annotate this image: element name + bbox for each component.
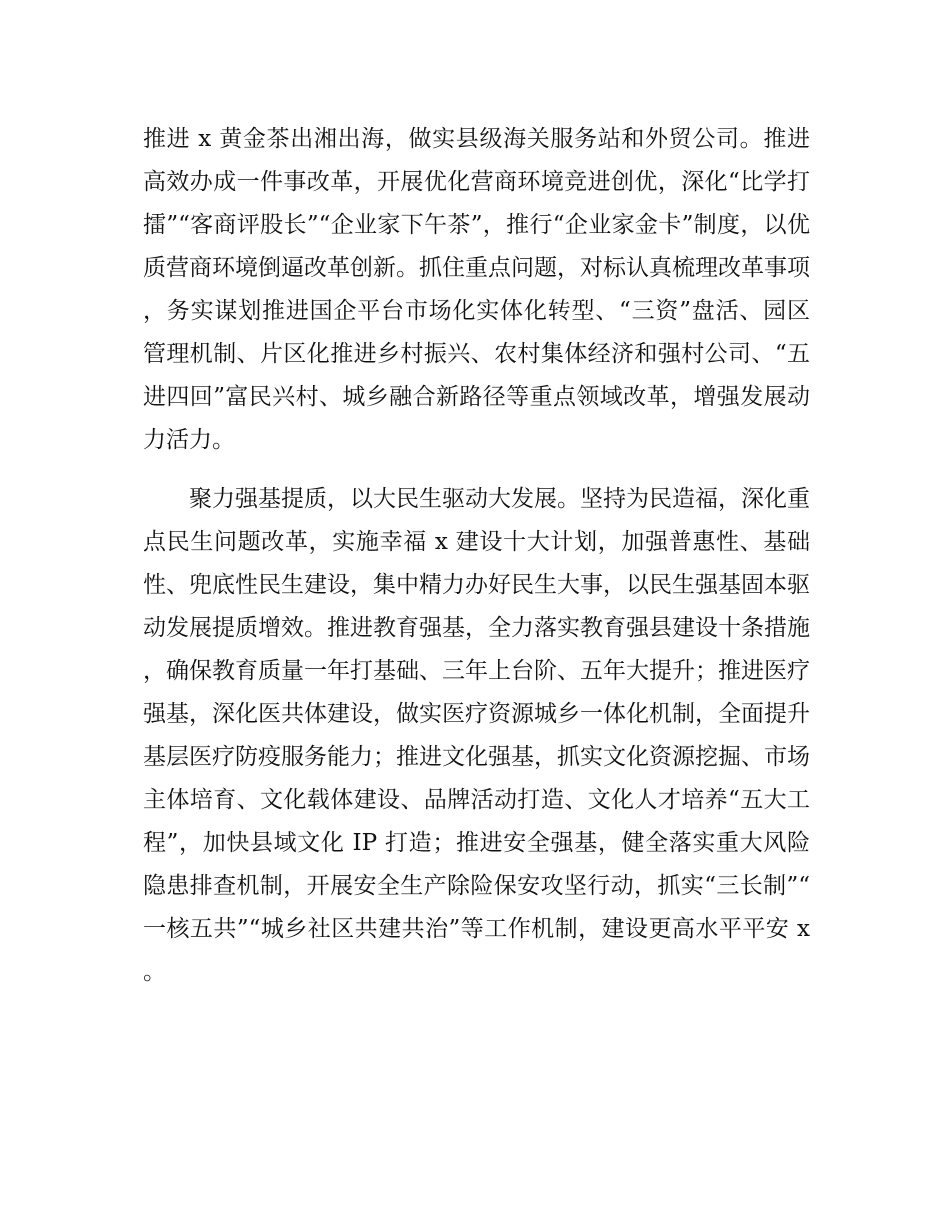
paragraph-gap	[143, 462, 810, 478]
paragraph-2: 聚力强基提质，以大民生驱动大发展。坚持为民造福，深化重点民生问题改革，实施幸福 x 建设十大计划，加强普惠性、基础性、兜底性民生建设，集中精力办好民生大事，以民生强基固本驱动发展提质增效。推进教育强基，全力落实教育强县建设十条措施，确保教育质量一年打基础、三年上台阶、五年大提升；推进医疗强基，深化医共体建设，做实医疗资源城乡一体化机制，全面提升基层医疗防疫服务能力；推进文化强基，抓实文化资源挖掘、市场主体培育、文化载体建设、品牌活动打造、文化人才培养“五大工程”，加快县域文化 IP 打造；推进安全强基，健全落实重大风险隐患排查机制，开展安全生产除险保安攻坚行动，抓实“三长制”“一核五共”“城乡社区共建共治”等工作机制，建设更高水平平安 x。	[143, 486, 810, 985]
document-body	[143, 118, 810, 994]
paragraph-1: 推进 x 黄金茶出湘出海，做实县级海关服务站和外贸公司。推进高效办成一件事改革，开展优化营商环境竞进创优，深化“比学打擂”“客商评股长”“企业家下午茶”，推行“企业家金卡”制度，以优质营商环境倒逼改革创新。抓住重点问题，对标认真梳理改革事项，务实谋划推进国企平台市场化实体化转型、“三资”盘活、园区管理机制、片区化推进乡村振兴、农村集体经济和强村公司、“五进四回”富民兴村、城乡融合新路径等重点领域改革，增强发展动力活力。	[143, 126, 810, 453]
